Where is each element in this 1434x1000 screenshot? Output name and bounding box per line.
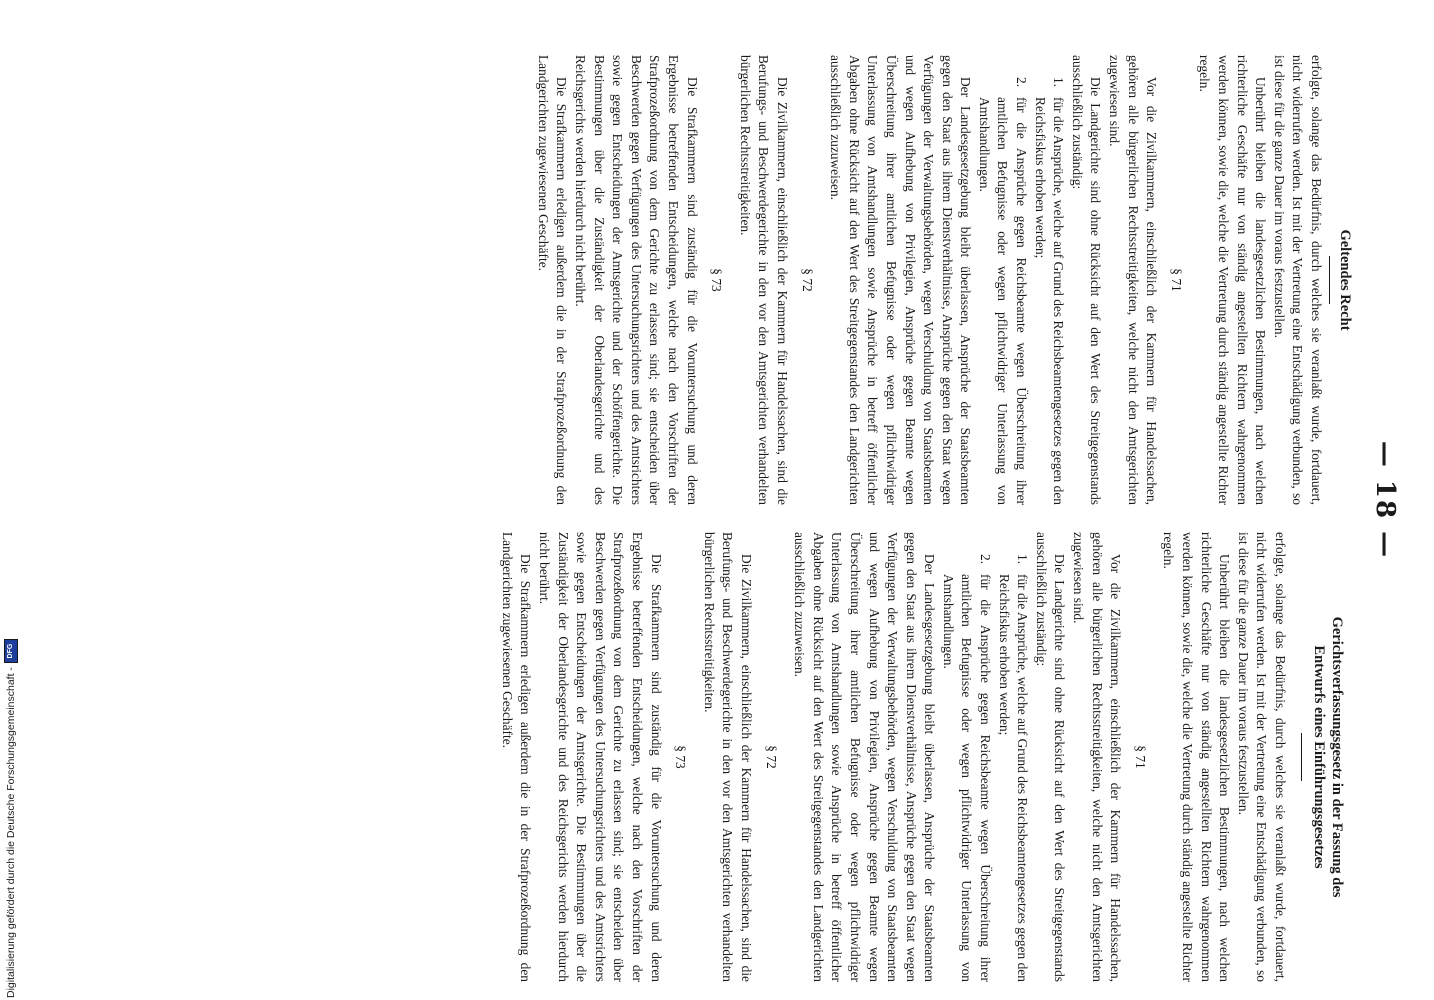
list-number: 2.	[978, 554, 994, 565]
funding-credit-text: Digitalisierung gefördert durch die Deutsche Forschungsgemeinschaft -	[5, 667, 17, 998]
dfg-logo-icon: DFG	[4, 639, 18, 663]
list-item	[1030, 77, 1067, 505]
funding-credit	[2, 604, 20, 998]
paragraph: erfolgte, solange das Bedürfnis, durch welches sie veranlaßt wurde, fortdauert, nicht widerrufen werden. Ist mit der Vertretung eine Entschädigung verbunden, so ist diese für die ganze Dauer im voraus festzustellen.	[1271, 55, 1324, 505]
list-number: 1.	[1051, 77, 1067, 88]
section-title: § 73	[673, 745, 689, 769]
section-title: § 72	[799, 268, 815, 292]
paragraph: Die Zivilkammern, einschließlich der Kammern für Handelssachen, sind die Berufungs- und Beschwerdegerichte in den vor den Amtsgerichten verhandelten bürgerlichen Rechtsstreitigkeiten.	[701, 532, 754, 982]
column-header-line: Entwurfs eines Einführungsgesetzes	[1311, 645, 1327, 869]
list-item-text: für die Ansprüche gegen Reichsbeamte wegen Überschreitung ihrer amtlichen Befugnisse oder wegen pflichtwidriger Unterlassung von Amtshandlungen.	[976, 97, 1030, 505]
paragraph: Vor die Zivilkammern, einschließlich der Kammern für Handelssachen, gehören alle bürgerlichen Rechtsstreitigkeiten, welche nicht den Amtsgerichten zugewiesen sind.	[1071, 532, 1124, 982]
list-item	[974, 77, 1030, 505]
column-header	[1336, 55, 1354, 505]
list-number: 2.	[1014, 77, 1030, 88]
enumerated-list	[974, 55, 1067, 505]
section-title: § 71	[1168, 268, 1184, 292]
paragraph: Die Landgerichte sind ohne Rücksicht auf den Wert des Streitgegenstands ausschließlich zuständig:	[1069, 55, 1104, 505]
section-title: § 71	[1132, 745, 1148, 769]
section-title: § 73	[709, 268, 725, 292]
paragraph: Die Zivilkammern, einschließlich der Kammern für Handelssachen, sind die Berufungs- und Beschwerdegerichte in den vor den Amtsgerichten verhandelten bürgerlichen Rechtsstreitigkeiten.	[737, 55, 790, 505]
list-number: 1.	[1015, 554, 1031, 565]
paragraph: Der Landesgesetzgebung bleibt überlassen, Ansprüche der Staatsbeamten gegen den Staat aus ihrem Dienstverhältnisse, Ansprüche gegen den Staat wegen Verfügungen der Verwaltungsbehörden, wegen Verschuldung von Staatsbeamten und wegen Aufhebung von Privilegien, Ansprüche gegen Beamte wegen Überschreitung ihrer amtlichen Befugnisse oder wegen pflichtwidriger Unterlassung von Amtshandlungen sowie Ansprüche in betreff öffentlicher Abgaben ohne Rücksicht auf den Wert des Streitgegenstandes den Landgerichten ausschließlich zuzuweisen.	[828, 55, 974, 505]
list-item-text: für die Ansprüche gegen Reichsbeamte wegen Überschreitung ihrer amtlichen Befugnisse oder wegen pflichtwidriger Unterlassung von Amtshandlungen.	[940, 574, 994, 982]
column-current-law	[533, 55, 1360, 505]
paragraph: Die Strafkammern erledigen außerdem die in der Strafprozeßordnung den Landgerichten zugewiesenen Geschäfte.	[535, 55, 570, 505]
list-item-text: für die Ansprüche, welche auf Grund des Reichsbeamtengesetzes gegen den Reichsfiskus erhoben werden;	[1032, 97, 1067, 505]
paragraph: Die Landgerichte sind ohne Rücksicht auf den Wert des Streitgegenstands ausschließlich zuständig:	[1033, 532, 1068, 982]
paragraph: Vor die Zivilkammern, einschließlich der Kammern für Handelssachen, gehören alle bürgerlichen Rechtsstreitigkeiten, welche nicht den Amtsgerichten zugewiesen sind.	[1107, 55, 1160, 505]
list-item-text: für die Ansprüche, welche auf Grund des Reichsbeamtengesetzes gegen den Reichsfiskus erhoben werden;	[996, 574, 1031, 982]
paragraph: Die Strafkammern sind zuständig für die Voruntersuchung und deren Ergebnisse betreffenden Entscheidungen, welche nach den Vorschriften der Strafprozeßordnung von dem Gerichte zu erlassen sind; sie entscheiden über Beschwerden gegen Verfügungen des Untersuchungsrichters und des Amtsrichters sowie gegen Entscheidungen der Amtsgerichte. Die Bestimmungen über die Zuständigkeit der Oberlandesgerichte und des Reichsgerichts werden hierdurch nicht berührt.	[537, 532, 664, 982]
paragraph: Die Strafkammern sind zuständig für die Voruntersuchung und deren Ergebnisse betreffenden Entscheidungen, welche nach den Vorschriften der Strafprozeßordnung von dem Gerichte zu erlassen sind; sie entscheiden über Beschwerden gegen Verfügungen des Untersuchungsrichters und des Amtsrichters sowie gegen Entscheidungen der Amtsgerichte und der Schöffengerichte. Die Bestimmungen über die Zuständigkeit der Oberlandesgerichte und des Reichsgerichts werden hierdurch nicht berührt.	[573, 55, 700, 505]
paragraph: Die Strafkammern erledigen außerdem die in der Strafprozeßordnung den Landgerichten zugewiesenen Geschäfte.	[499, 532, 534, 982]
list-item	[994, 554, 1031, 982]
header-rule	[1329, 256, 1330, 304]
paragraph: Unberührt bleiben die landesgesetzlichen Bestimmungen, nach welchen richterliche Geschäfte nur von ständig angestellten Richtern wahrgenommen werden können, sowie die, welche die Vertretung durch ständig angestellte Richter regeln.	[1197, 55, 1269, 505]
column-draft-law	[497, 532, 1360, 982]
list-item	[938, 554, 994, 982]
paragraph: Der Landesgesetzgebung bleibt überlassen, Ansprüche der Staatsbeamten gegen den Staat aus ihrem Dienstverhältnisse, Ansprüche gegen den Staat wegen Verfügungen der Verwaltungsbehörden, wegen Verschuldung von Staatsbeamten und wegen Aufhebung von Privilegien, Ansprüche gegen Beamte wegen Überschreitung ihrer amtlichen Befugnisse oder wegen pflichtwidriger Unterlassung von Amtshandlungen sowie Ansprüche in betreff öffentlicher Abgaben ohne Rücksicht auf den Wert des Streitgegenstandes den Landgerichten ausschließlich zuzuweisen.	[792, 532, 938, 982]
paragraph: erfolgte, solange das Bedürfnis, durch welches sie veranlaßt wurde, fortdauert, nicht widerrufen werden. Ist mit der Vertretung eine Entschädigung verbunden, so ist diese für die ganze Dauer im voraus festzustellen.	[1235, 532, 1288, 982]
section-title: § 72	[763, 745, 779, 769]
paragraph: Unberührt bleiben die landesgesetzlichen Bestimmungen, nach welchen richterliche Geschäfte nur von ständig angestellten Richtern wahrgenommen werden können, sowie die, welche die Vertretung durch ständig angestellte Richter regeln.	[1161, 532, 1233, 982]
header-rule	[1301, 733, 1302, 781]
enumerated-list	[938, 532, 1031, 982]
column-header	[1310, 532, 1346, 982]
page-number: — 18 —	[1370, 440, 1400, 560]
column-header-line: Gerichtsverfassungsgesetz in der Fassung des	[1329, 616, 1345, 898]
column-header-line: Geltendes Recht	[1337, 229, 1353, 331]
